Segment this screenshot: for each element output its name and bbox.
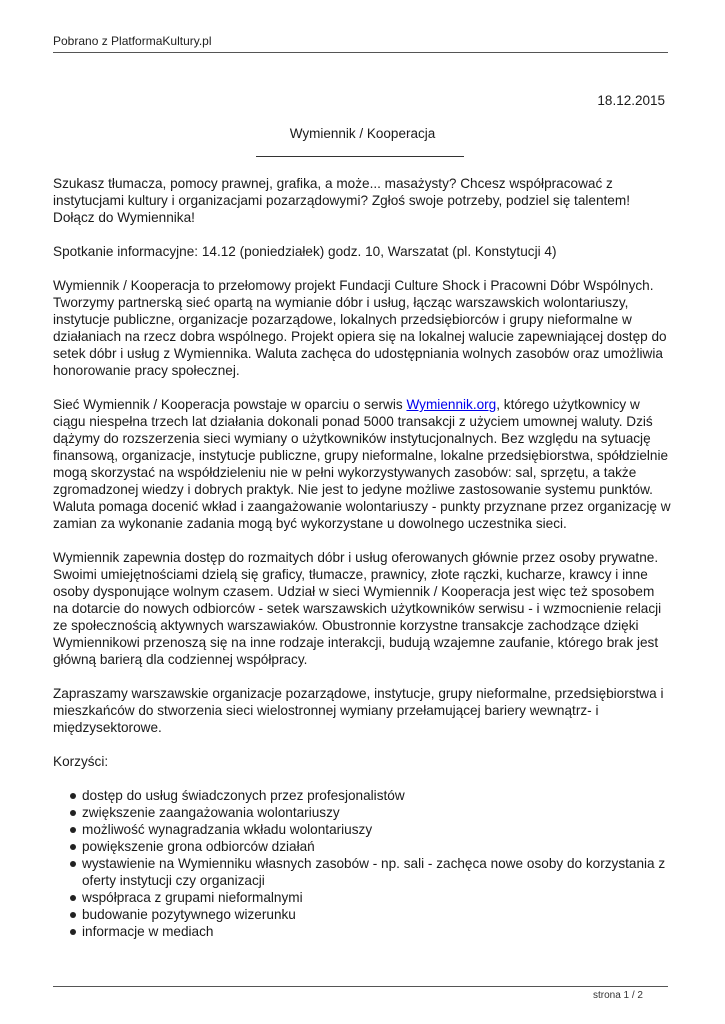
list-item-text: zwiększenie zaangażowania wolontariuszy — [82, 805, 340, 820]
list-item — [53, 906, 673, 923]
about-paragraph: Wymiennik / Kooperacja to przełomowy projekt Fundacji Culture Shock i Pracowni Dóbr Wspólnych. Tworzymy partnerską sieć opartą na wymianie dóbr i usług, łącząc warszawskich wolontariuszy, instytucje publiczne, organizacje pozarządowe, lokalnych przedsiębiorców i grupy nieformalne w działaniach na rzecz dobra wspólnego. Projekt opiera się na lokalnej walucie zapewniającej dostęp do setek dóbr i usług z Wymiennika. Waluta zachęca do udostępniania wolnych zasobów oraz umożliwia honorowanie pracy społecznej. — [53, 278, 667, 378]
list-item — [53, 821, 673, 838]
header-divider — [53, 52, 668, 53]
document-title: Wymiennik / Kooperacja — [289, 126, 436, 141]
bullet-icon — [70, 895, 76, 901]
list-item-text: współpraca z grupami nieformalnymi — [82, 890, 303, 905]
bullet-icon — [70, 793, 76, 799]
article-body — [53, 175, 673, 940]
benefits-list — [53, 787, 673, 940]
intro-paragraph: Szukasz tłumacza, pomocy prawnej, grafika, a może... masażysty? Chcesz współpracować z instytucjami kultury i organizacjami pozarządowymi? Zgłoś swoje potrzeby, podziel się talentem! Dołącz do Wymiennika! — [53, 176, 630, 225]
list-item-text: budowanie pozytywnego wizerunku — [82, 907, 296, 922]
list-item — [53, 787, 673, 804]
footer-divider — [53, 986, 668, 987]
bullet-icon — [70, 844, 76, 850]
list-item — [53, 838, 673, 855]
list-item-text: możliwość wynagradzania wkładu wolontariuszy — [82, 822, 373, 837]
wymiennik-link[interactable]: Wymiennik.org — [406, 397, 497, 412]
bullet-icon — [70, 929, 76, 935]
meeting-paragraph: Spotkanie informacyjne: 14.12 (poniedziałek) godz. 10, Warszatat (pl. Konstytucji 4) — [53, 244, 557, 259]
network-text-before: Sieć Wymiennik / Kooperacja powstaje w oparciu o serwis — [53, 397, 407, 412]
page-number: strona 1 / 2 — [592, 990, 643, 1001]
document-date: 18.12.2015 — [597, 93, 665, 108]
network-paragraph — [53, 396, 673, 532]
list-item — [53, 855, 673, 889]
invite-paragraph: Zapraszamy warszawskie organizacje pozarządowe, instytucje, grupy nieformalne, przedsiębiorstwa i mieszkańców do stworzenia sieci wielostronnej wymiany przełamującej bariery wewnątrz- i międzysektorowe. — [53, 686, 664, 735]
list-item — [53, 923, 673, 940]
title-underline — [256, 156, 464, 157]
bullet-icon — [70, 827, 76, 833]
list-item-text: wystawienie na Wymienniku własnych zasobów - np. sali - zachęca nowe osoby do korzystania z oferty instytucji czy organizacji — [82, 856, 666, 888]
benefits-heading: Korzyści: — [53, 754, 109, 769]
list-item-text: powiększenie grona odbiorców działań — [82, 839, 315, 854]
list-item — [53, 804, 673, 821]
list-item-text: informacje w mediach — [82, 924, 214, 939]
bullet-icon — [70, 912, 76, 918]
network-text-after: , którego użytkownicy w ciągu niespełna trzech lat działania dokonali ponad 5000 transakcji z użyciem umownej waluty. Dziś dążymy do rozszerzenia sieci wymiany o użytkowników instytucjonalnych. Bez względu na sytuację finansową, organizacje, instytucje publiczne, grupy nieformalne, lokalne przedsiębiorstwa, spółdzielnie mogą skorzystać na współdzieleniu nie w pełni wykorzystywanych zasobów: sal, sprzętu, a także zgromadzonej wiedzy i dobrych praktyk. Nie jest to jedyne możliwe zastosowanie systemu punktów. Waluta pomaga docenić wkład i zaangażowanie wolontariuszy - punkty przyznane przez organizację w zamian za wykonanie zadania mogą być wykorzystane u dowolnego uczestnika sieci. — [53, 397, 671, 531]
list-item-text: dostęp do usług świadczonych przez profesjonalistów — [82, 788, 405, 803]
list-item — [53, 889, 673, 906]
bullet-icon — [70, 810, 76, 816]
bullet-icon — [70, 861, 76, 867]
page-header-source: Pobrano z PlatformaKultury.pl — [53, 34, 212, 48]
access-paragraph: Wymiennik zapewnia dostęp do rozmaitych dóbr i usług oferowanych głównie przez osoby prywatne. Swoimi umiejętnościami dzielą się graficy, tłumacze, prawnicy, złote rączki, kucharze, krawcy i inne osoby dysponujące wolnym czasem. Udział w sieci Wymiennik / Kooperacja jest więc też sposobem na dotarcie do nowych odbiorców - setek warszawskich użytkowników serwisu - i wzmocnienie relacji ze społecznością aktywnych warszawiaków. Obustronnie korzystne transakcje zachodzące dzięki Wymiennikowi przenoszą się na inne rodzaje interakcji, budują wzajemne zaufanie, którego brak jest główną barierą dla codziennej współpracy. — [53, 550, 662, 667]
